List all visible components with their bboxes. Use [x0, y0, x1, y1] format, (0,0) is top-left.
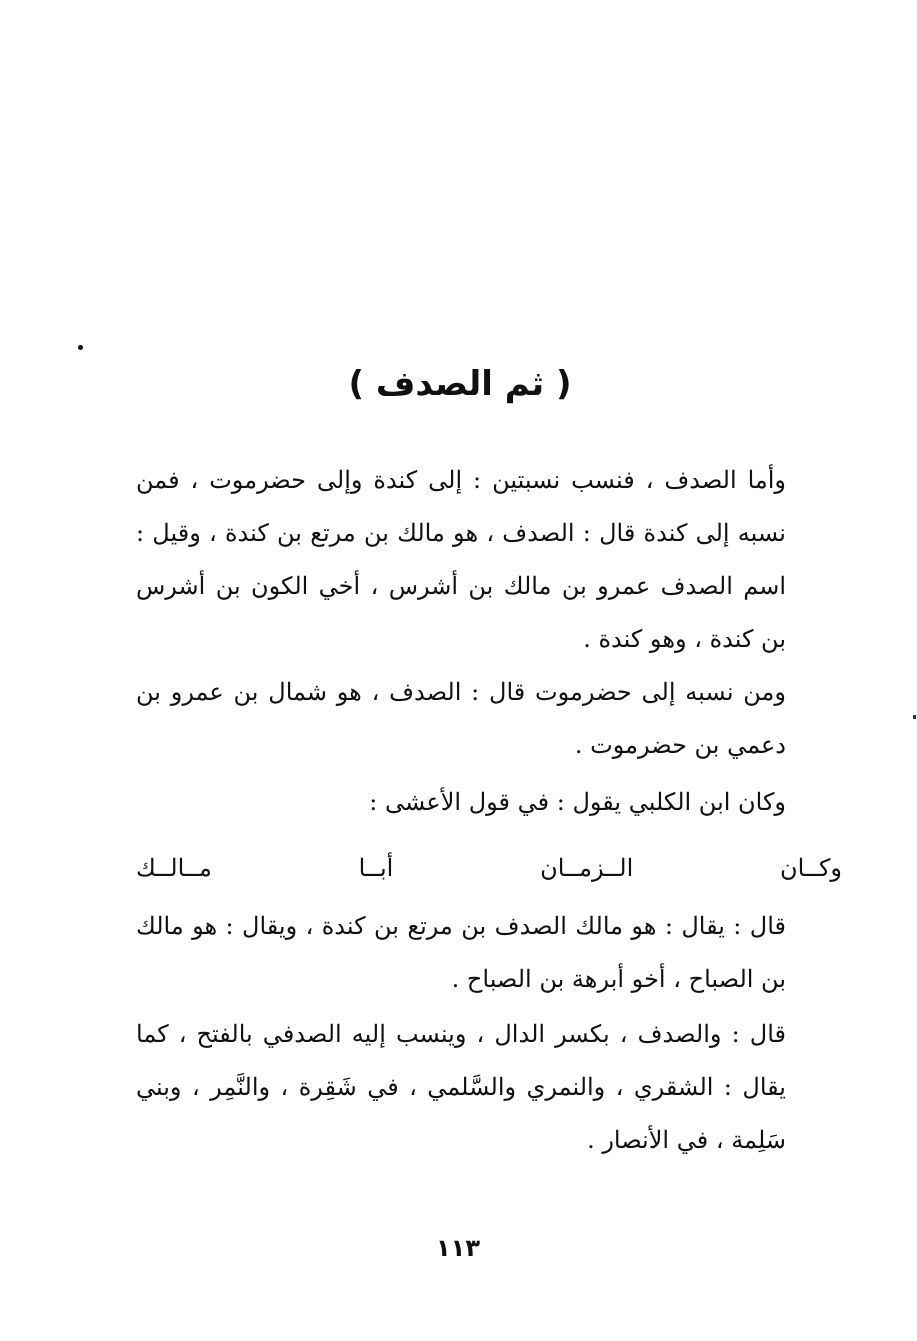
poetry-verse: [136, 842, 842, 895]
paragraph-text: ومن نسبه إلى حضرموت قال : الصدف ، هو شمال بن عمرو بن دعمي بن حضرموت .: [136, 678, 786, 759]
page-number: ١١٣: [436, 1234, 480, 1262]
paragraph-text: قال : يقال : هو مالك الصدف بن مرتع بن كندة ، ويقال : هو مالك بن الصباح ، أخو أبرهة بن الصباح .: [136, 912, 786, 993]
paragraph-pronunciation: [136, 1008, 842, 1167]
paragraph-hadramawt-lineage: [136, 666, 842, 772]
section-heading: ( ثم الصدف ): [348, 364, 572, 404]
verse-word: أبــا: [358, 854, 394, 882]
stray-mark-edge: [913, 715, 916, 719]
paragraph-ibn-kalbi: [136, 776, 842, 829]
paragraph-text: وكان ابن الكلبي يقول : في قول الأعشى :: [369, 788, 786, 816]
paragraph-malik-sabbah: [136, 900, 842, 1006]
stray-mark: [78, 345, 83, 350]
verse-word: وكــان: [779, 854, 842, 882]
paragraph-kinda-lineage: [136, 454, 842, 666]
paragraph-text: قال : والصدف ، بكسر الدال ، وينسب إليه الصدفي بالفتح ، كما يقال : الشقري ، والنمري والسَّلمي ، في شَقِرة ، والنَّمِر ، وبني سَلِمة ، في الأنصار .: [136, 1020, 786, 1154]
paragraph-text: وأما الصدف ، فنسب نسبتين : إلى كندة وإلى حضرموت ، فمن نسبه إلى كندة قال : الصدف ، هو مالك بن مرتع بن كندة ، وقيل : اسم الصدف عمرو بن مالك بن أشرس ، أخي الكون بن أشرس بن كندة ، وهو كندة .: [136, 466, 786, 653]
verse-word: مــالــك: [136, 854, 212, 882]
verse-word: الــزمــان: [540, 854, 634, 882]
